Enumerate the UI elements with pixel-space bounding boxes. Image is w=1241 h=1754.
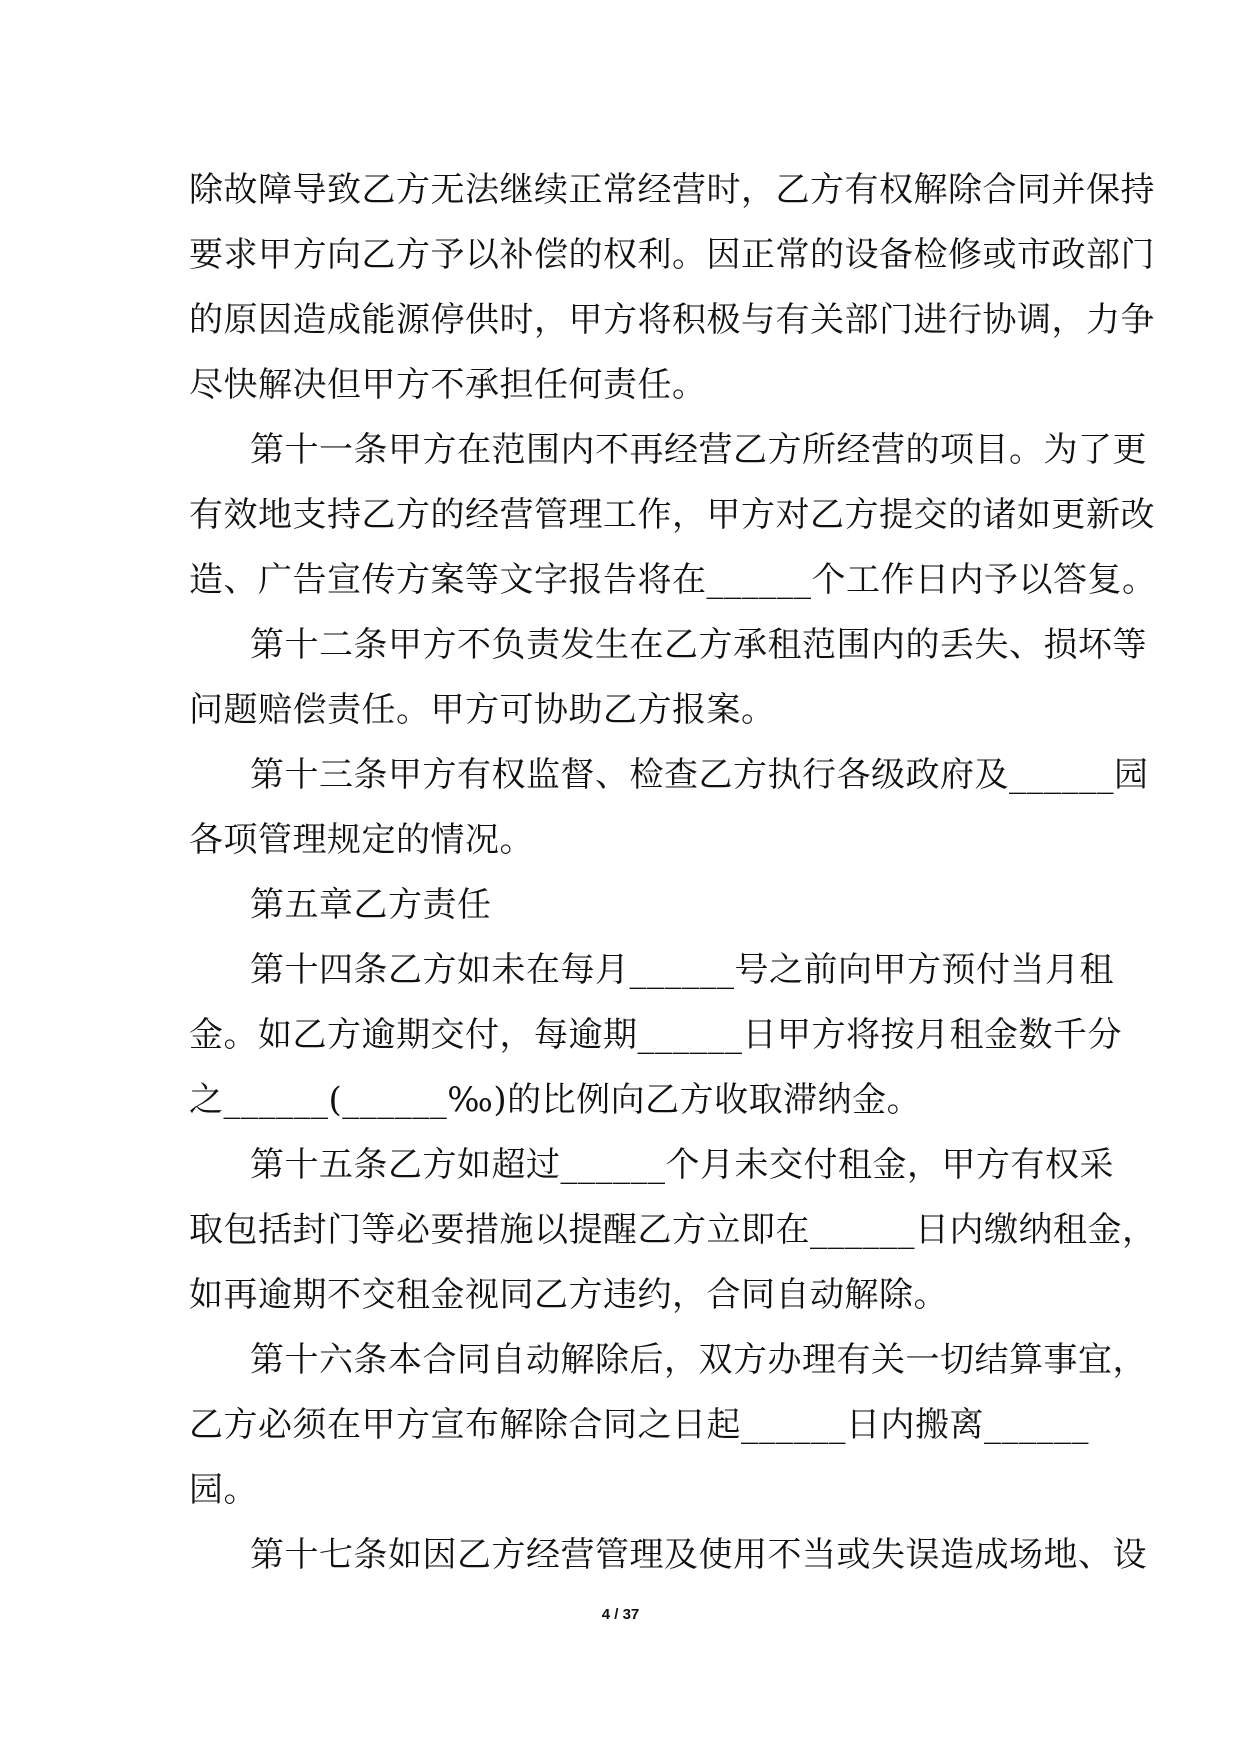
text-line: 除故障导致乙方无法继续正常经营时，乙方有权解除合同并保持 [189,170,1155,210]
text-line: 问题赔偿责任。甲方可协助乙方报案。 [189,690,776,730]
text-line: 园。 [189,1470,258,1510]
text-line: 第十二条甲方不负责发生在乙方承租范围内的丢失、损坏等 [250,625,1147,665]
text-line: 第十四条乙方如未在每月______号之前向甲方预付当月租 [250,950,1114,990]
text-line: 第五章乙方责任 [250,885,492,925]
text-line: 各项管理规定的情况。 [189,820,534,860]
text-line: 第十六条本合同自动解除后，双方办理有关一切结算事宜， [250,1340,1147,1380]
text-line: 乙方必须在甲方宣布解除合同之日起______日内搬离______ [189,1405,1089,1445]
text-line: 第十三条甲方有权监督、检查乙方执行各级政府及______园 [250,755,1149,795]
text-line: 如再逾期不交租金视同乙方违约，合同自动解除。 [189,1275,948,1315]
text-line: 第十一条甲方在范围内不再经营乙方所经营的项目。为了更 [250,430,1147,470]
text-line: 第十五条乙方如超过______个月未交付租金，甲方有权采 [250,1145,1114,1185]
text-line: 有效地支持乙方的经营管理工作，甲方对乙方提交的诸如更新改 [189,495,1155,535]
text-line: 要求甲方向乙方予以补偿的权利。因正常的设备检修或市政部门 [189,235,1155,275]
text-line: 的原因造成能源停供时，甲方将积极与有关部门进行协调，力争 [189,300,1155,340]
text-line: 之______(______‰)的比例向乙方收取滞纳金。 [189,1080,922,1120]
document-body [189,158,1157,1588]
text-line: 第十七条如因乙方经营管理及使用不当或失误造成场地、设 [250,1535,1147,1575]
page-number: 4 / 37 [601,1606,640,1623]
text-line: 造、广告宣传方案等文字报告将在______个工作日内予以答复。 [189,560,1157,600]
text-line: 取包括封门等必要措施以提醒乙方立即在______日内缴纳租金， [189,1210,1157,1250]
text-line: 金。如乙方逾期交付，每逾期______日甲方将按月租金数千分 [189,1015,1122,1055]
text-line: 尽快解决但甲方不承担任何责任。 [189,365,707,405]
